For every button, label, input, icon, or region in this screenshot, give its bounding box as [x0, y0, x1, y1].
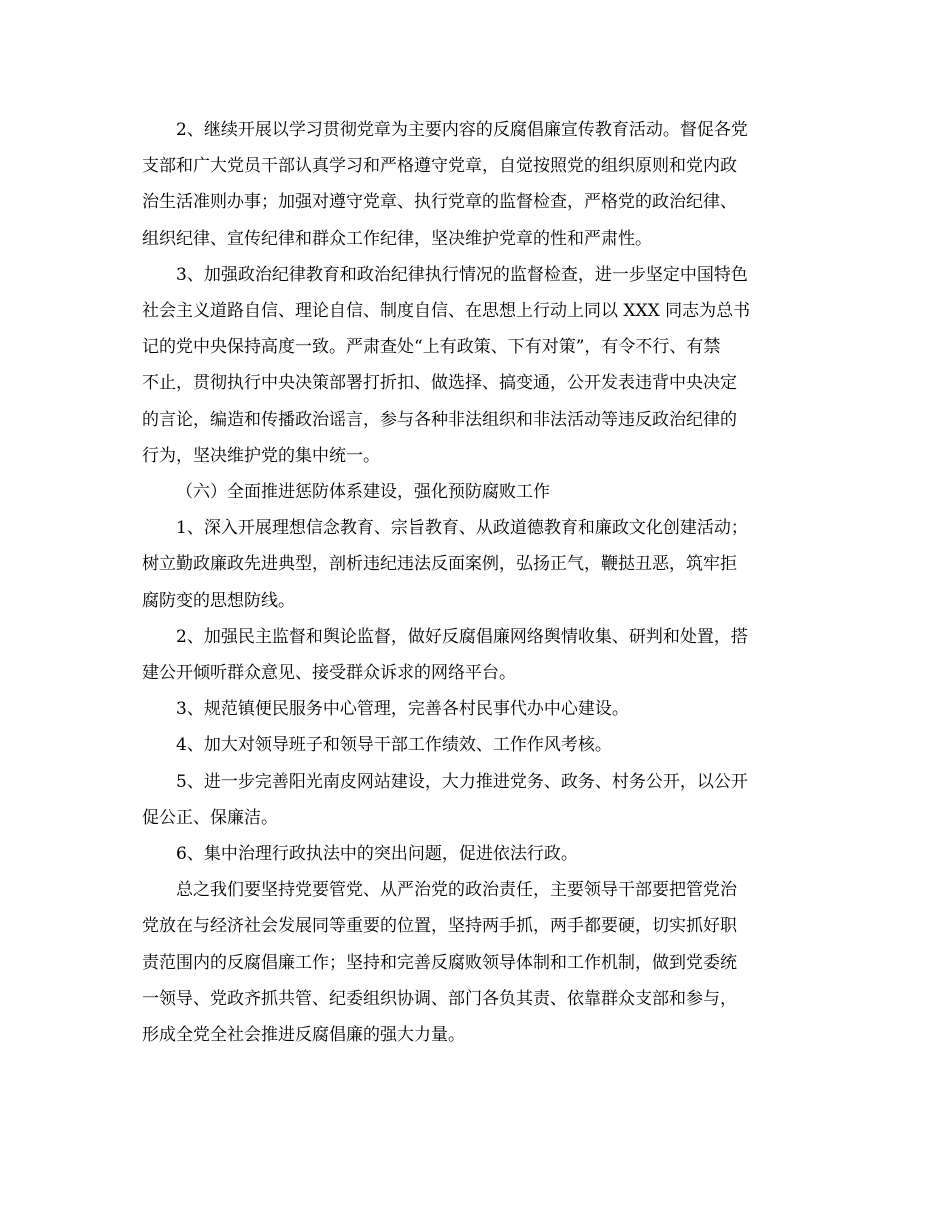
paragraph-service-center [142, 691, 810, 727]
text-line: 的言论，编造和传播政治谣言，参与各种非法组织和非法活动等违反政治纪律的 [142, 409, 737, 430]
paragraph-website-openness [142, 764, 810, 836]
text-line: 树立勤政廉政先进典型，剖析违纪违法反面案例，弘扬正气，鞭挞丑恶，筑牢拒 [142, 554, 737, 575]
section-heading-prevention-system [142, 474, 810, 510]
text-line: 2、继续开展以学习贯彻党章为主要内容的反腐倡廉宣传教育活动。督促各党 [176, 120, 748, 140]
paragraph-conclusion [142, 872, 810, 1053]
text-line: 社会主义道路自信、理论自信、制度自信、在思想上行动上同以 XXX 同志为总书 [142, 301, 751, 322]
text-line: 1、深入开展理想信念教育、宗旨教育、从政道德教育和廉政文化创建活动； [176, 518, 748, 539]
text-line: 6、集中治理行政执法中的突出问题，促进依法行政。 [176, 844, 578, 865]
text-line: 不止，贯彻执行中央决策部署打折扣、做选择、搞变通，公开发表违背中央决定 [142, 373, 737, 394]
text-line: 5、进一步完善阳光南皮网站建设，大力推进党务、政务、村务公开，以公开 [176, 771, 748, 792]
text-line: 形成全党全社会推进反腐倡廉的强大力量。 [142, 1025, 465, 1046]
text-line: 党放在与经济社会发展同等重要的位置，坚持两手抓，两手都要硬，切实抓好职 [142, 916, 737, 937]
text-line: 3、加强政治纪律教育和政治纪律执行情况的监督检查，进一步坚定中国特色 [176, 264, 748, 285]
text-line: 责范围内的反腐倡廉工作；坚持和完善反腐败领导体制和工作机制，做到党委统 [142, 952, 737, 973]
text-line: 腐防变的思想防线。 [142, 590, 295, 611]
paragraph-law-enforcement [142, 836, 810, 872]
text-line: 行为，坚决维护党的集中统一。 [142, 445, 380, 466]
text-line: 2、加强民主监督和舆论监督，做好反腐倡廉网络舆情收集、研判和处置，搭 [176, 626, 748, 647]
text-line: 一领导、党政齐抓共管、纪委组织协调、部门各负其责、依靠群众支部和参与， [142, 988, 737, 1009]
text-line: 建公开倾听群众意见、接受群众诉求的网络平台。 [142, 663, 516, 684]
text-line: 支部和广大党员干部认真学习和严格遵守党章，自觉按照党的组织原则和党内政 [142, 156, 737, 177]
text-line: 治生活准则办事；加强对遵守党章、执行党章的监督检查，严格党的政治纪律、 [142, 192, 737, 213]
heading-text: （六）全面推进惩防体系建设，强化预防腐败工作 [176, 482, 550, 503]
text-line: 4、加大对领导班子和领导干部工作绩效、工作作风考核。 [176, 735, 612, 756]
paragraph-ideals-education [142, 510, 810, 619]
document-page [142, 112, 810, 1053]
text-line: 促公正、保廉洁。 [142, 807, 278, 828]
text-line: 3、规范镇便民服务中心管理，完善各村民事代办中心建设。 [176, 699, 629, 720]
text-line: 组织纪律、宣传纪律和群众工作纪律，坚决维护党章的性和严肃性。 [142, 228, 652, 249]
text-line: 总之我们要坚持党要管党、从严治党的政治责任，主要领导干部要把管党治 [176, 880, 737, 901]
paragraph-party-charter-education [142, 112, 810, 257]
paragraph-democratic-supervision [142, 619, 810, 691]
text-line: 记的党中央保持高度一致。严肃查处“上有政策、下有对策”，有令不行、有禁 [142, 337, 721, 358]
paragraph-leadership-assessment [142, 727, 810, 763]
paragraph-political-discipline [142, 257, 810, 474]
